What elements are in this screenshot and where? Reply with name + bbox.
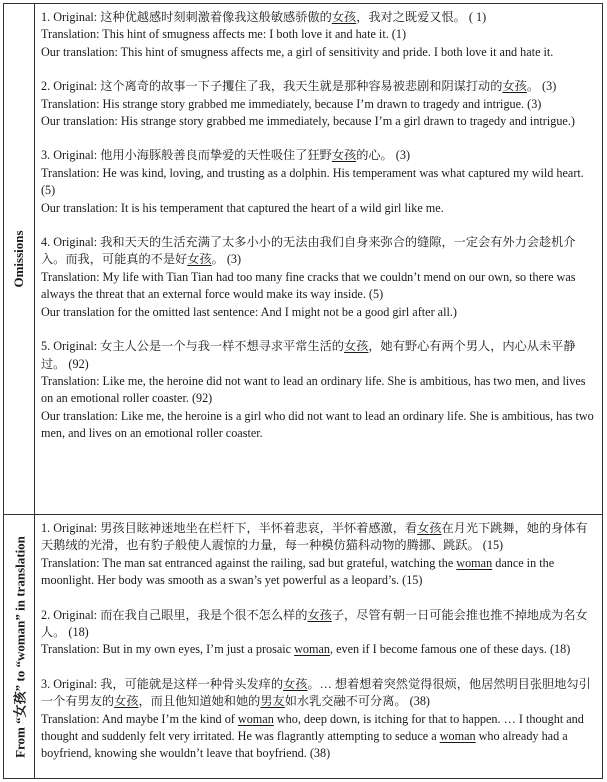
section-label-cell — [4, 4, 35, 514]
text-segment: who, deep down, is itching for that to happen. … I thought and thought and suddenly felt very irritated. He was flagrantly attempting to seduce a — [41, 711, 584, 744]
example-entry — [41, 147, 598, 217]
translation-line — [41, 165, 598, 200]
original-line — [41, 607, 598, 642]
original-line — [41, 147, 598, 164]
translation-line — [41, 304, 598, 321]
underlined-term: 女孩 — [187, 252, 212, 267]
translation-line — [41, 711, 598, 763]
text-segment: Translation: He was kind, loving, and trusting as a dolphin. His temperament was what captured my wild heart. (5) — [41, 165, 584, 198]
text-segment: 4. Original: 我和天天的生活充满了太多小小的无法由我们自身来弥合的缝隙，一定会有外力会趁机介入。而我，可能真的不是好 — [41, 235, 576, 267]
section-woman-translation — [4, 515, 602, 778]
text-segment: ，她有野心有两个男人，内心从未平静过。 (92) — [41, 339, 576, 371]
underlined-term: 女孩 — [331, 148, 357, 163]
text-segment: ，我对之既爱又恨。 ( 1) — [356, 10, 487, 24]
text-segment: Our translation: Like me, the heroine is a girl who did not want to lead an ordinary life. She is ambitious, has two men, and lives on an emotional roller coaster. — [41, 408, 594, 441]
original-line — [41, 676, 598, 711]
section-content — [41, 520, 598, 763]
text-segment: 1. Original: 这种优越感时刻刺激着像我这般敏感骄傲的 — [41, 10, 332, 24]
translation-line — [41, 555, 598, 590]
section-label: Omissions — [11, 230, 26, 288]
text-segment: Translation: But in my own eyes, I’m just a prosaic — [41, 642, 295, 657]
original-line — [41, 338, 598, 373]
text-segment: 1. Original: 男孩目眩神迷地坐在栏杆下，半怀着悲哀，半怀着感激，看 — [41, 521, 418, 535]
translation-line — [41, 269, 598, 304]
original-line — [41, 9, 598, 26]
underlined-term: woman — [456, 555, 493, 570]
example-entry — [41, 338, 598, 442]
original-line — [41, 520, 598, 555]
text-segment: Translation: The man sat entranced against the railing, sad but grateful, watching the — [41, 555, 457, 570]
example-entry — [41, 520, 598, 590]
underlined-term: 男友 — [260, 694, 285, 709]
text-segment: , even if I become famous one of these days. (18) — [329, 642, 571, 657]
text-segment: Our translation for the omitted last sentence: And I might not be a good girl after all.) — [41, 304, 457, 319]
text-segment: Translation: His strange story grabbed me immediately, because I’m drawn to tragedy and intrigue. (3) — [41, 96, 542, 111]
example-entry — [41, 78, 598, 130]
section-content — [41, 9, 598, 443]
text-segment: 。 (3) — [211, 252, 242, 267]
translation-line — [41, 200, 598, 217]
text-segment: Translation: Like me, the heroine did not want to lead an ordinary life. She is ambitious, has two men, and lives on an emotional roller coaster. (92) — [41, 373, 586, 406]
underlined-term: 女孩 — [344, 339, 369, 354]
underlined-term: 女孩 — [417, 521, 442, 535]
text-segment: Translation: This hint of smugness affects me: I both love it and hate it. (1) — [41, 27, 407, 42]
example-entry — [41, 676, 598, 763]
text-segment: Our translation: It is his temperament that captured the heart of a wild girl like me. — [41, 200, 444, 215]
example-entry — [41, 607, 598, 659]
text-segment: 在月光下跳舞，她的身体有天鹅绒的光滑，也有豹子般使人震惊的力量，每一种模仿猫科动物的腾挪、跳跃。 (15) — [41, 521, 588, 553]
section-label-cell — [4, 515, 35, 778]
text-segment: Our translation: This hint of smugness affects me, a girl of sensitivity and pride. I both love it and hate it. — [41, 44, 554, 59]
underlined-term: 女孩 — [502, 79, 527, 94]
translation-line — [41, 373, 598, 408]
comparison-table — [3, 3, 603, 779]
underlined-term: 女孩 — [331, 10, 357, 24]
text-segment: 2. Original: 而在我自己眼里，我是个很不怎么样的 — [41, 607, 308, 622]
translation-line — [41, 96, 598, 113]
example-entry — [41, 9, 598, 61]
text-segment: 5. Original: 女主人公是一个与我一样不想寻求平常生活的 — [41, 339, 344, 354]
underlined-term: woman — [439, 729, 476, 744]
original-line — [41, 234, 598, 269]
underlined-term: woman — [294, 642, 330, 657]
text-segment: ，而且他知道她和她的 — [138, 694, 261, 709]
underlined-term: 女孩 — [307, 607, 332, 622]
text-segment: 的心。 (3) — [356, 148, 411, 163]
text-segment: 3. Original: 我，可能就是这样一种骨头发痒的 — [41, 676, 284, 691]
text-segment: Our translation: His strange story grabbed me immediately, because I’m a girl drawn to tragedy and intrigue.) — [41, 114, 575, 129]
translation-line — [41, 408, 598, 443]
original-line — [41, 78, 598, 95]
section-label: From “女孩” to “woman” in translation — [12, 535, 28, 758]
text-segment: dance in the moonlight. Her body was smooth as a swan’s yet powerful as a leopard’s. (15) — [41, 555, 555, 588]
text-segment: Translation: My life with Tian Tian had too many fine cracks that we couldn’t mend on our own, so there was always the threat that an external force would make its way inside. (5) — [41, 269, 576, 302]
text-segment: 。… 想着想着突然觉得很烦，他居然明目张胆地勾引一个有男友的 — [41, 676, 591, 709]
underlined-term: 女孩 — [114, 694, 139, 709]
translation-line — [41, 641, 598, 658]
text-segment: 3. Original: 他用小海豚般善良而挚爱的天性吸住了狂野 — [41, 148, 332, 163]
underlined-term: woman — [237, 711, 274, 726]
translation-line — [41, 26, 598, 43]
text-segment: Translation: And maybe I’m the kind of — [41, 711, 238, 726]
text-segment: 子，尽管有朝一日可能会推也推不掉地成为名女人。 (18) — [41, 607, 588, 640]
text-segment: 如水乳交融不可分离。 (38) — [284, 694, 430, 709]
section-omissions — [4, 4, 602, 515]
translation-line — [41, 113, 598, 130]
example-entry — [41, 234, 598, 321]
translation-line — [41, 44, 598, 61]
text-segment: 。 (3) — [526, 79, 557, 94]
underlined-term: 女孩 — [283, 676, 308, 691]
text-segment: who already had a boyfriend, knowing she wouldn’t leave that boyfriend. (38) — [41, 729, 568, 761]
text-segment: 2. Original: 这个离奇的故事一下子攫住了我，我天生就是那种容易被悲剧和阴谋打动的 — [41, 79, 503, 94]
